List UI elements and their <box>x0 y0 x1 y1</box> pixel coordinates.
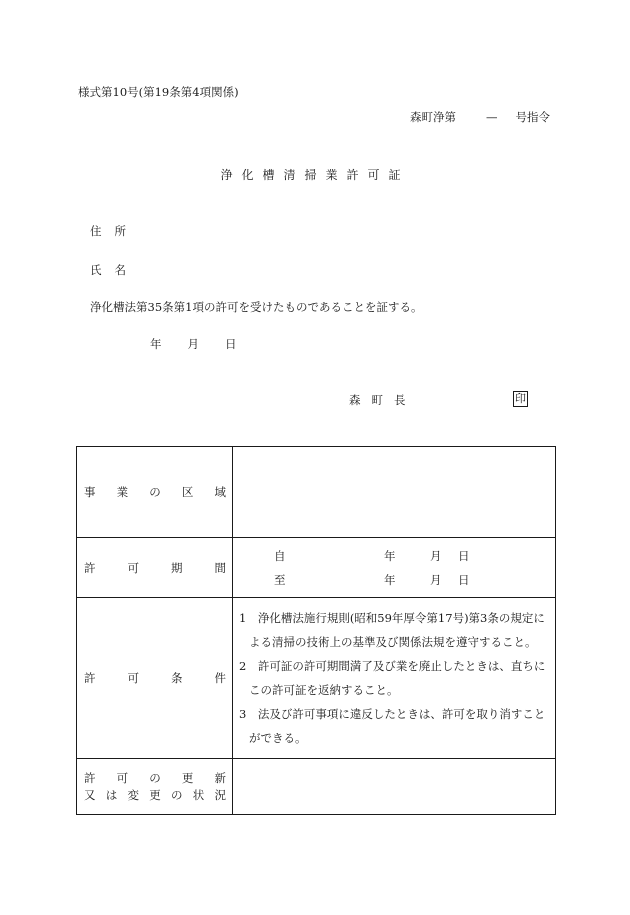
period-label-cell <box>77 538 233 598</box>
condition-item-2: 2 許可証の許可期間満了及び業を廃止したときは、直ちにこの許可証を返納すること。 <box>239 659 546 697</box>
period-from-label: 自 <box>274 548 286 563</box>
period-label: 許 可 期 間 <box>84 560 226 575</box>
area-value-cell <box>233 447 556 538</box>
certification-statement: 浄化槽法第35条第1項の許可を受けたものであることを証する。 <box>90 300 423 314</box>
form-number: 様式第10号(第19条第4項関係) <box>78 85 239 99</box>
ref-prefix: 森町浄第 <box>410 110 456 124</box>
address-label: 住所 <box>90 224 139 238</box>
period-from-day: 日 <box>458 548 470 563</box>
period-from-month: 月 <box>430 548 442 563</box>
signer-title: 森町長 <box>349 393 417 407</box>
date-month: 月 <box>187 337 199 351</box>
issue-date <box>150 336 237 352</box>
period-from-row <box>233 544 555 568</box>
period-to-label: 至 <box>274 572 286 587</box>
table-row <box>77 447 556 538</box>
date-day: 日 <box>225 337 237 351</box>
conditions-label-cell <box>77 598 233 759</box>
renewal-label-line1: 許 可 の 更 新 <box>84 770 226 785</box>
conditions-value-cell <box>233 598 556 759</box>
ref-suffix: 号指令 <box>515 110 550 124</box>
period-from-year: 年 <box>384 548 396 563</box>
name-label: 氏名 <box>90 263 139 277</box>
reference-number <box>410 109 550 125</box>
period-value-cell <box>233 538 556 598</box>
condition-item-3: 3 法及び許可事項に違反したときは、許可を取り消すことができる。 <box>239 707 546 745</box>
document-title: 浄化槽清掃業許可証 <box>220 168 410 182</box>
period-to-year: 年 <box>384 572 396 587</box>
condition-item-1: 1 浄化槽法施行規則(昭和59年厚令第17号)第3条の規定による清掃の技術上の基準及び関係法規を遵守すること。 <box>239 611 545 649</box>
permit-details-table <box>76 446 556 815</box>
period-to-row <box>233 568 555 592</box>
renewal-value-cell <box>233 759 556 815</box>
table-row <box>77 598 556 759</box>
area-label: 事 業 の 区 域 <box>84 485 226 499</box>
conditions-label: 許 可 条 件 <box>84 671 226 685</box>
renewal-label-cell <box>77 759 233 815</box>
date-year: 年 <box>150 337 162 351</box>
period-to-day: 日 <box>458 572 470 587</box>
area-label-cell <box>77 447 233 538</box>
period-to-month: 月 <box>430 572 442 587</box>
renewal-label-line2: 又 は 変 更 の 状 況 <box>84 787 226 802</box>
table-row <box>77 759 556 815</box>
ref-dash: — <box>486 110 498 124</box>
seal-mark: 印 <box>515 392 526 405</box>
table-row <box>77 538 556 598</box>
